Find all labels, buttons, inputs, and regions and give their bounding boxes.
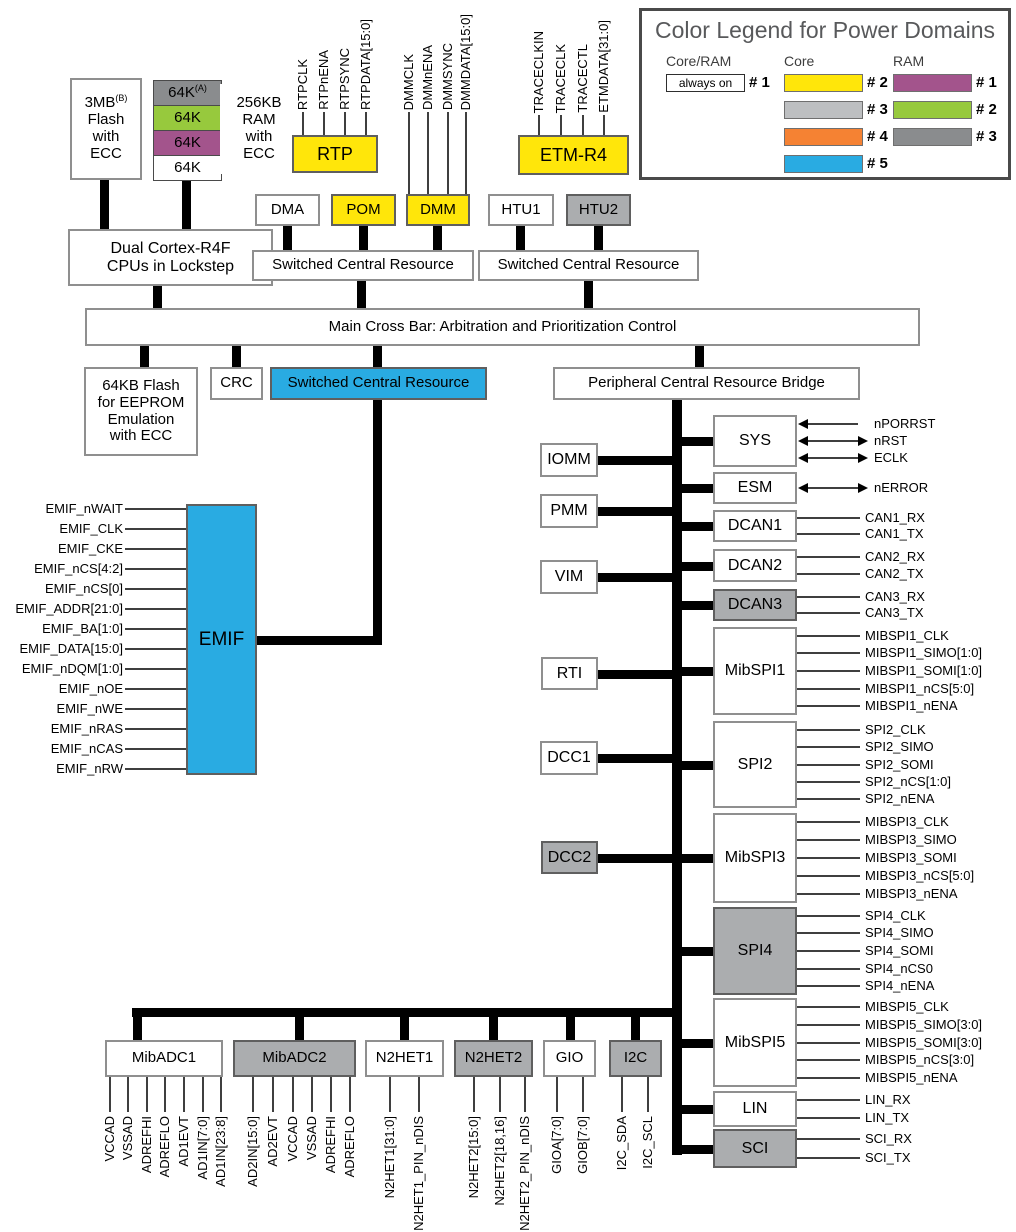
spi4-block: SPI4: [713, 907, 797, 995]
spi2-block: SPI2: [713, 721, 797, 808]
vim-block: VIM: [540, 560, 598, 594]
legend-color-chip: [893, 128, 972, 146]
signal-line: [183, 1077, 185, 1112]
signal-label-mibspi5_ncs[3:0]: MIBSPI5_nCS[3:0]: [865, 1052, 975, 1067]
signal-line: [797, 1117, 860, 1119]
signal-line: [797, 670, 860, 672]
pin-label-emif_nras: EMIF_nRAS: [50, 721, 123, 736]
signal-line: [797, 652, 860, 654]
peripheral-bridge: Peripheral Central Resource Bridge: [553, 367, 860, 400]
signal-line: [302, 112, 304, 135]
mibspi5-block: MibSPI5: [713, 998, 797, 1087]
crc-block: CRC: [210, 367, 263, 400]
flash-64kb-eeprom-block: 64KB Flash for EEPROM Emulation with ECC: [84, 367, 198, 456]
signal-line: [311, 1077, 313, 1112]
signal-label-mibspi3_simo: MIBSPI3_SIMO: [865, 832, 957, 847]
dcan1-connector: [682, 522, 713, 531]
legend-color-chip: [784, 155, 863, 173]
bus-line: [100, 180, 109, 229]
legend-color-chip: [893, 74, 972, 92]
ram-64k-cell: $64K^{(A)}$: [153, 80, 222, 106]
signal-line: [797, 932, 860, 934]
flash-3mb-block: $3MB^{(B)}$ Flash with ECC: [70, 78, 142, 180]
signal-line: [344, 112, 346, 135]
signal-line: [427, 112, 429, 194]
signal-label-spi2_somi: SPI2_SOMI: [865, 757, 934, 772]
ram-64k-cell: 64K: [153, 130, 222, 156]
lin-connector: [682, 1105, 713, 1114]
signal-label-mibspi5_clk: MIBSPI5_CLK: [865, 999, 949, 1014]
legend-color-chip: [893, 101, 972, 119]
signal-line: [621, 1077, 623, 1112]
signal-line: [447, 112, 449, 194]
signal-line: [146, 1077, 148, 1112]
n2het2-connector: [489, 1017, 498, 1040]
signal-label-eclk: ECLK: [874, 450, 908, 465]
sys-connector: [682, 437, 713, 446]
bus-line: [132, 1008, 682, 1017]
bus-line: [182, 180, 191, 229]
bus-line: [373, 346, 382, 367]
signal-label-spi4_clk: SPI4_CLK: [865, 908, 926, 923]
signal-line: [797, 1006, 860, 1008]
iomm-block: IOMM: [540, 443, 598, 477]
signal-label-spi4_ncs0: SPI4_nCS0: [865, 961, 933, 976]
dcc1-connector: [598, 754, 676, 763]
signal-line: [125, 708, 186, 710]
signal-label-mibspi3_somi: MIBSPI3_SOMI: [865, 850, 957, 865]
signal-label-spi2_ncs[1:0]: SPI2_nCS[1:0]: [865, 774, 951, 789]
signal-line: [647, 1077, 649, 1112]
legend-title: Color Legend for Power Domains: [654, 17, 996, 43]
signal-label-mibspi3_nena: MIBSPI3_nENA: [865, 886, 958, 901]
signal-line: [797, 781, 860, 783]
pin-label-rtpsync: RTPSYNC: [337, 48, 352, 110]
signal-line: [808, 440, 858, 442]
pin-label-ad2in[15:0]: AD2IN[15:0]: [245, 1116, 260, 1187]
signal-line: [389, 1077, 391, 1112]
pin-label-rtpdata[15:0]: RTPDATA[15:0]: [358, 18, 373, 110]
power-domain-legend: [639, 8, 1011, 180]
legend-domain-number: # 2: [867, 74, 888, 91]
arrowhead-left: [798, 483, 808, 493]
pin-label-n2het1[31:0]: N2HET1[31:0]: [382, 1116, 397, 1199]
signal-line: [797, 875, 860, 877]
pin-label-i2c_sda: I2C_SDA: [614, 1116, 629, 1171]
pin-label-dmmclk: DMMCLK: [401, 53, 416, 110]
emif-block: EMIF: [186, 504, 257, 775]
pin-label-adrefhi: ADREFHI: [323, 1116, 338, 1174]
pin-label-emif_noe: EMIF_nOE: [58, 681, 123, 696]
mibadc2-connector: [295, 1017, 304, 1040]
arrowhead-left: [798, 453, 808, 463]
mibspi1-connector: [682, 667, 713, 676]
arrowhead-right: [858, 453, 868, 463]
pin-label-emif_ba[1:0]: EMIF_BA[1:0]: [42, 621, 123, 636]
dcc1-block: DCC1: [540, 741, 598, 775]
legend-color-chip: [784, 74, 863, 92]
signal-label-mibspi5_simo[3:0]: MIBSPI5_SIMO[3:0]: [865, 1017, 983, 1032]
n2het2-block: N2HET2: [454, 1040, 533, 1077]
pmm-connector: [598, 507, 676, 516]
dcan3-connector: [682, 601, 713, 610]
signal-line: [797, 915, 860, 917]
pin-label-n2het2_pin_ndis: N2HET2_PIN_nDIS: [517, 1116, 532, 1231]
sci-connector: [682, 1145, 713, 1154]
pin-label-tracectl: TRACECTL: [575, 44, 590, 113]
arrowhead-left: [798, 419, 808, 429]
bus-line: [695, 346, 704, 367]
legend-domain-number: # 4: [867, 128, 888, 145]
signal-line: [560, 115, 562, 135]
legend-col-core-ram: Core/RAM: [666, 53, 732, 69]
signal-line: [797, 1024, 860, 1026]
signal-line: [797, 968, 860, 970]
signal-line: [465, 112, 467, 194]
legend-domain-number: # 2: [976, 101, 997, 118]
signal-line: [365, 112, 367, 135]
gio-block: GIO: [543, 1040, 596, 1077]
signal-label-mibspi1_ncs[5:0]: MIBSPI1_nCS[5:0]: [865, 681, 975, 696]
legend-col-ram: RAM: [893, 53, 925, 69]
vim-connector: [598, 573, 676, 582]
signal-line: [125, 528, 186, 530]
pin-label-rtpclk: RTPCLK: [295, 58, 310, 110]
signal-line: [797, 729, 860, 731]
lin-block: LIN: [713, 1091, 797, 1127]
signal-line: [797, 821, 860, 823]
signal-line: [582, 1077, 584, 1112]
pin-label-emif_nwe: EMIF_nWE: [56, 701, 123, 716]
signal-line: [797, 746, 860, 748]
ram-64k-cell: 64K: [153, 155, 222, 181]
rtp-block: RTP: [292, 135, 378, 173]
pin-label-emif_nrw: EMIF_nRW: [56, 761, 123, 776]
signal-label-can1_tx: CAN1_TX: [865, 526, 924, 541]
signal-line: [323, 112, 325, 135]
mibspi3-block: MibSPI3: [713, 813, 797, 903]
pin-label-dmmnena: DMMnENA: [420, 44, 435, 110]
signal-line: [125, 748, 186, 750]
cpu-block: Dual Cortex-R4F CPUs in Lockstep: [68, 229, 273, 286]
signal-line: [797, 612, 860, 614]
signal-line: [125, 628, 186, 630]
n2het1-block: N2HET1: [365, 1040, 444, 1077]
legend-always-on-box: always on: [666, 74, 745, 92]
legend-col-core: Core: [784, 53, 815, 69]
pin-label-emif_nwait: EMIF_nWAIT: [45, 501, 123, 516]
bus-line: [433, 226, 442, 250]
main-crossbar: Main Cross Bar: Arbitration and Prioritization Control: [85, 308, 920, 346]
signal-line: [127, 1077, 129, 1112]
bus-line: [594, 226, 603, 250]
legend-domain-number: # 1: [749, 74, 770, 91]
mibspi5-connector: [682, 1039, 713, 1048]
signal-line: [538, 115, 540, 135]
switched-central-resource-2: Switched Central Resource: [478, 250, 699, 281]
signal-line: [797, 705, 860, 707]
mibspi3-connector: [682, 854, 713, 863]
pmm-block: PMM: [540, 494, 598, 528]
pin-label-ad1in[7:0]: AD1IN[7:0]: [195, 1116, 210, 1180]
dcan1-block: DCAN1: [713, 510, 797, 542]
pin-label-dmmsync: DMMSYNC: [440, 42, 455, 110]
dcc2-block: DCC2: [541, 841, 598, 874]
dcan2-connector: [682, 562, 713, 571]
signal-line: [808, 423, 858, 425]
signal-label-mibspi1_nena: MIBSPI1_nENA: [865, 698, 958, 713]
pin-label-n2het2[18,16]: N2HET2[18,16]: [492, 1116, 507, 1206]
htu2-block: HTU2: [566, 194, 631, 226]
dmm-block: DMM: [406, 194, 470, 226]
signal-label-lin_tx: LIN_TX: [865, 1110, 910, 1125]
signal-line: [797, 985, 860, 987]
mibadc2-block: MibADC2: [233, 1040, 356, 1077]
etm-r4-block: ETM-R4: [518, 135, 629, 175]
bus-line: [283, 226, 292, 250]
dma-block: DMA: [255, 194, 320, 226]
signal-line: [797, 1059, 860, 1061]
legend-domain-number: # 5: [867, 155, 888, 172]
legend-domain-number: # 3: [976, 128, 997, 145]
signal-line: [797, 1077, 860, 1079]
signal-line: [797, 556, 860, 558]
signal-line: [797, 1157, 860, 1159]
esm-connector: [682, 484, 713, 493]
pin-label-ad1in[23:8]: AD1IN[23:8]: [213, 1116, 228, 1187]
pin-label-adreflo: ADREFLO: [157, 1116, 172, 1178]
dcan3-block: DCAN3: [713, 589, 797, 621]
pin-label-i2c_scl: I2C_SCL: [640, 1116, 655, 1169]
dcc2-connector: [598, 854, 676, 863]
i2c-connector: [631, 1017, 640, 1040]
signal-line: [109, 1077, 111, 1112]
pin-label-dmmdata[15:0]: DMMDATA[15:0]: [458, 13, 473, 110]
bus-line: [584, 281, 593, 308]
iomm-connector: [598, 456, 676, 465]
pin-label-emif_addr[21:0]: EMIF_ADDR[21:0]: [15, 601, 123, 616]
bus-line: [359, 226, 368, 250]
pin-label-n2het1_pin_ndis: N2HET1_PIN_nDIS: [411, 1116, 426, 1231]
pin-label-gioa[7:0]: GIOA[7:0]: [549, 1116, 564, 1174]
signal-line: [797, 517, 860, 519]
signal-line: [797, 764, 860, 766]
signal-line: [252, 1077, 254, 1112]
legend-color-chip: [784, 128, 863, 146]
pin-label-ad2evt: AD2EVT: [265, 1116, 280, 1167]
signal-line: [125, 688, 186, 690]
signal-line: [797, 1138, 860, 1140]
bus-line: [140, 346, 149, 367]
signal-line: [797, 857, 860, 859]
signal-line: [125, 548, 186, 550]
signal-line: [797, 533, 860, 535]
signal-label-sci_tx: SCI_TX: [865, 1150, 911, 1165]
signal-label-mibspi3_ncs[5:0]: MIBSPI3_nCS[5:0]: [865, 868, 975, 883]
signal-label-can2_tx: CAN2_TX: [865, 566, 924, 581]
signal-label-can3_tx: CAN3_TX: [865, 605, 924, 620]
signal-label-sci_rx: SCI_RX: [865, 1131, 912, 1146]
pom-block: POM: [331, 194, 396, 226]
signal-line: [603, 115, 605, 135]
pin-label-traceclkin: TRACECLKIN: [531, 30, 546, 113]
mibspi1-block: MibSPI1: [713, 627, 797, 715]
signal-line: [797, 950, 860, 952]
signal-line: [125, 668, 186, 670]
pin-label-emif_clk: EMIF_CLK: [59, 521, 123, 536]
signal-label-nerror: nERROR: [874, 480, 929, 495]
signal-line: [797, 573, 860, 575]
legend-domain-number: # 1: [976, 74, 997, 91]
signal-line: [797, 798, 860, 800]
signal-line: [473, 1077, 475, 1112]
signal-label-nporrst: nPORRST: [874, 416, 936, 431]
signal-label-spi4_simo: SPI4_SIMO: [865, 925, 934, 940]
pin-label-etmdata[31:0]: ETMDATA[31:0]: [596, 20, 611, 113]
bus-line: [357, 281, 366, 308]
pin-label-emif_ncas: EMIF_nCAS: [50, 741, 123, 756]
signal-line: [292, 1077, 294, 1112]
signal-label-mibspi3_clk: MIBSPI3_CLK: [865, 814, 949, 829]
signal-label-spi2_clk: SPI2_CLK: [865, 722, 926, 737]
signal-line: [797, 596, 860, 598]
ram-64k-cell: 64K: [153, 105, 222, 131]
signal-line: [272, 1077, 274, 1112]
signal-label-nrst: nRST: [874, 433, 908, 448]
mibadc1-block: MibADC1: [105, 1040, 223, 1077]
pin-label-ad1evt: AD1EVT: [176, 1116, 191, 1167]
signal-label-mibspi5_nena: MIBSPI5_nENA: [865, 1070, 958, 1085]
pin-label-emif_ncs[4:2]: EMIF_nCS[4:2]: [34, 561, 123, 576]
signal-label-mibspi5_somi[3:0]: MIBSPI5_SOMI[3:0]: [865, 1035, 983, 1050]
legend-color-chip: [784, 101, 863, 119]
signal-label-spi4_nena: SPI4_nENA: [865, 978, 935, 993]
signal-label-can3_rx: CAN3_RX: [865, 589, 925, 604]
pin-label-vssad: VSSAD: [304, 1116, 319, 1161]
signal-line: [330, 1077, 332, 1112]
signal-line: [202, 1077, 204, 1112]
ram-size-label: 256KB RAM with ECC: [220, 84, 298, 174]
signal-label-mibspi1_somi[1:0]: MIBSPI1_SOMI[1:0]: [865, 663, 983, 678]
signal-line: [125, 728, 186, 730]
i2c-block: I2C: [609, 1040, 662, 1077]
signal-line: [808, 487, 858, 489]
legend-domain-number: # 3: [867, 101, 888, 118]
signal-line: [556, 1077, 558, 1112]
signal-line: [349, 1077, 351, 1112]
spi4-connector: [682, 947, 713, 956]
signal-line: [797, 688, 860, 690]
signal-label-mibspi1_clk: MIBSPI1_CLK: [865, 628, 949, 643]
pin-label-emif_cke: EMIF_CKE: [57, 541, 123, 556]
pin-label-emif_data[15:0]: EMIF_DATA[15:0]: [19, 641, 123, 656]
pin-label-vccad: VCCAD: [102, 1116, 117, 1162]
bus-line: [257, 636, 382, 645]
arrowhead-right: [858, 436, 868, 446]
dcan2-block: DCAN2: [713, 549, 797, 582]
signal-line: [125, 608, 186, 610]
htu1-block: HTU1: [488, 194, 554, 226]
arrowhead-right: [858, 483, 868, 493]
bus-line: [516, 226, 525, 250]
signal-line: [808, 457, 858, 459]
signal-line: [220, 1077, 222, 1112]
signal-label-spi2_nena: SPI2_nENA: [865, 791, 935, 806]
bus-line: [232, 346, 241, 367]
pin-label-adreflo: ADREFLO: [342, 1116, 357, 1178]
pin-label-giob[7:0]: GIOB[7:0]: [575, 1116, 590, 1174]
signal-line: [125, 568, 186, 570]
signal-line: [797, 635, 860, 637]
signal-line: [125, 768, 186, 770]
bus-line: [153, 285, 162, 308]
n2het1-connector: [400, 1017, 409, 1040]
bus-line: [373, 400, 382, 645]
signal-line: [582, 115, 584, 135]
signal-line: [125, 588, 186, 590]
mibadc1-connector: [133, 1017, 142, 1040]
switched-central-resource-3: Switched Central Resource: [270, 367, 487, 400]
signal-line: [418, 1077, 420, 1112]
switched-central-resource-1: Switched Central Resource: [252, 250, 474, 281]
sys-block: SYS: [713, 415, 797, 467]
signal-label-can1_rx: CAN1_RX: [865, 510, 925, 525]
pin-label-emif_ndqm[1:0]: EMIF_nDQM[1:0]: [21, 661, 123, 676]
pin-label-vssad: VSSAD: [120, 1116, 135, 1161]
signal-label-spi2_simo: SPI2_SIMO: [865, 739, 934, 754]
signal-label-lin_rx: LIN_RX: [865, 1092, 911, 1107]
gio-connector: [566, 1017, 575, 1040]
pin-label-traceclk: TRACECLK: [553, 43, 568, 113]
signal-label-mibspi1_simo[1:0]: MIBSPI1_SIMO[1:0]: [865, 645, 983, 660]
signal-line: [797, 839, 860, 841]
spi2-connector: [682, 761, 713, 770]
arrowhead-left: [798, 436, 808, 446]
signal-line: [797, 893, 860, 895]
signal-line: [125, 508, 186, 510]
signal-label-spi4_somi: SPI4_SOMI: [865, 943, 934, 958]
pin-label-rtpnena: RTPnENA: [316, 50, 331, 110]
signal-line: [408, 112, 410, 194]
signal-line: [164, 1077, 166, 1112]
signal-line: [125, 648, 186, 650]
signal-line: [797, 1099, 860, 1101]
pin-label-adrefhi: ADREFHI: [139, 1116, 154, 1174]
pin-label-n2het2[15:0]: N2HET2[15:0]: [466, 1116, 481, 1199]
rti-connector: [598, 670, 676, 679]
pin-label-emif_ncs[0]: EMIF_nCS[0]: [44, 581, 123, 596]
signal-line: [797, 1042, 860, 1044]
esm-block: ESM: [713, 472, 797, 504]
signal-label-can2_rx: CAN2_RX: [865, 549, 925, 564]
signal-line: [524, 1077, 526, 1112]
signal-line: [499, 1077, 501, 1112]
sci-block: SCI: [713, 1129, 797, 1168]
pin-label-vccad: VCCAD: [285, 1116, 300, 1162]
rti-block: RTI: [541, 657, 598, 690]
